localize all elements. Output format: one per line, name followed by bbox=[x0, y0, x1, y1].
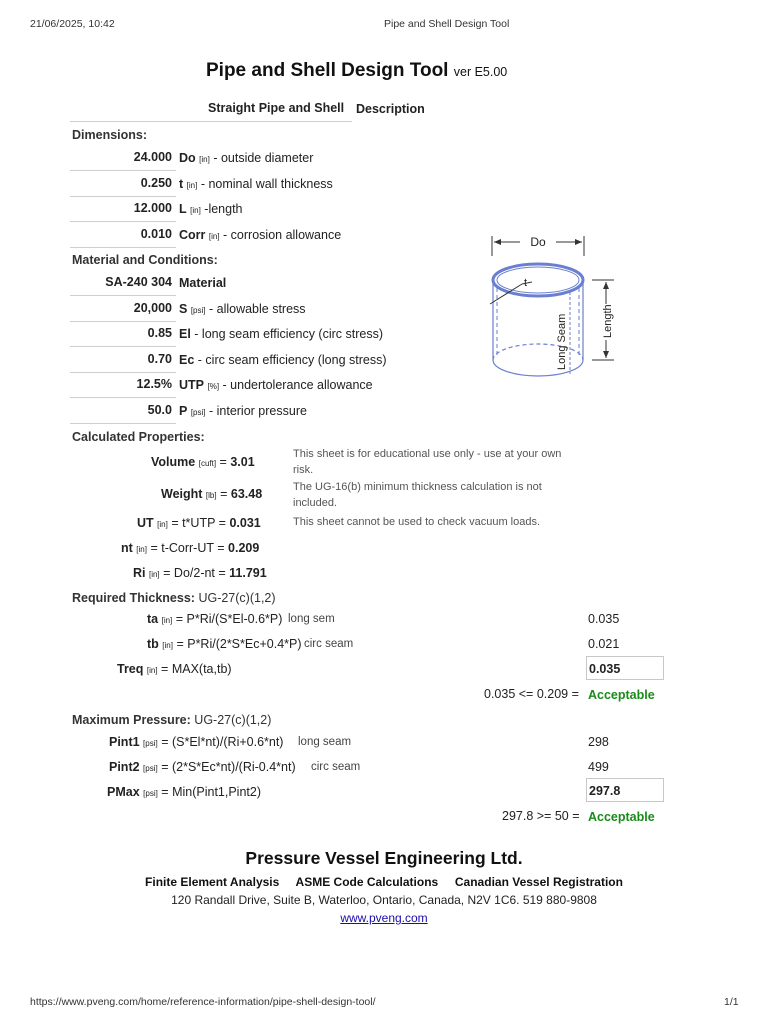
diagram-label-length: Length bbox=[602, 304, 614, 338]
tb-row: tb [in] = P*Ri/(2*S*Ec+0.4*P) bbox=[147, 637, 302, 651]
material-row-value: 12.5% bbox=[136, 377, 172, 391]
doc-version: ver E5.00 bbox=[453, 65, 508, 79]
pint1-comment: long seam bbox=[298, 736, 352, 748]
dimension-row-value: 0.250 bbox=[140, 175, 172, 190]
dimension-row-label: Corr [in] - corrosion allowance bbox=[179, 227, 342, 242]
pipe-diagram bbox=[484, 232, 630, 402]
service-registration: Canadian Vessel Registration bbox=[454, 875, 623, 889]
note-educational: This sheet is for educational use only - use at your own risk. bbox=[293, 448, 562, 476]
diagram-label-do: Do bbox=[530, 235, 546, 249]
row-divider bbox=[70, 346, 176, 347]
company-services bbox=[0, 875, 768, 889]
volume-row: Volume [cuft] = 3.01 bbox=[151, 455, 255, 469]
material-row-value: 50.0 bbox=[147, 402, 172, 417]
treq-row: Treq [in] = MAX(ta,tb) bbox=[117, 662, 232, 676]
ri-value: 11.791 bbox=[229, 566, 267, 580]
row-divider bbox=[70, 170, 176, 171]
company-address: 120 Randall Drive, Suite B, Waterloo, Ontario, Canada, N2V 1C6. 519 880-9808 bbox=[171, 893, 597, 907]
nt-value: 0.209 bbox=[228, 541, 260, 555]
col-header-right: Description bbox=[356, 102, 425, 116]
thickness-check: 0.035 <= 0.209 = bbox=[484, 687, 579, 701]
row-divider bbox=[70, 397, 176, 398]
pint1-value: 298 bbox=[588, 735, 609, 749]
print-page-number: 1/1 bbox=[724, 996, 739, 1008]
pressure-check: 297.8 >= 50 = bbox=[502, 809, 580, 823]
material-row-label: S [psi] - allowable stress bbox=[179, 301, 306, 316]
thickness-heading: Required Thickness: UG-27(c)(1,2) bbox=[72, 591, 276, 605]
row-divider bbox=[70, 372, 176, 373]
ta-value: 0.035 bbox=[588, 612, 620, 626]
company-website-link[interactable]: www.pveng.com bbox=[340, 911, 428, 925]
material-row-value: 0.85 bbox=[147, 326, 172, 340]
material-row-label: Ec - circ seam efficiency (long stress) bbox=[179, 352, 387, 367]
pint2-value: 499 bbox=[588, 760, 609, 774]
service-fea: Finite Element Analysis bbox=[145, 875, 280, 889]
row-divider bbox=[70, 221, 176, 222]
volume-value: 3.01 bbox=[230, 455, 255, 469]
material-row-value: 20,000 bbox=[133, 300, 172, 315]
company-name: Pressure Vessel Engineering Ltd. bbox=[245, 848, 523, 868]
print-datetime: 21/06/2025, 10:42 bbox=[30, 18, 115, 30]
print-page-title: Pipe and Shell Design Tool bbox=[384, 18, 510, 30]
dimension-row-label: L [in] -length bbox=[179, 202, 243, 216]
material-row-value: SA-240 304 bbox=[105, 275, 172, 289]
calculated-heading: Calculated Properties: bbox=[72, 430, 205, 444]
material-heading: Material and Conditions: bbox=[72, 253, 218, 267]
note-vacuum: This sheet cannot be used to check vacuum loads. bbox=[293, 516, 541, 528]
dimension-row-label: Do [in] - outside diameter bbox=[179, 151, 314, 165]
nt-row: nt [in] = t-Corr-UT = 0.209 bbox=[121, 541, 260, 555]
pressure-result: Acceptable bbox=[588, 810, 655, 824]
diagram-label-seam: Long Seam bbox=[556, 313, 568, 370]
row-divider bbox=[70, 321, 176, 322]
col-header-left: Straight Pipe and Shell bbox=[208, 101, 345, 115]
pint2-row: Pint2 [psi] = (2*S*Ec*nt)/(Ri-0.4*nt) bbox=[109, 760, 296, 774]
row-divider bbox=[70, 295, 176, 296]
pint2-comment: circ seam bbox=[311, 761, 361, 773]
dimension-row-label: t [in] - nominal wall thickness bbox=[179, 176, 333, 191]
material-row-label: UTP [%] - undertolerance allowance bbox=[179, 378, 373, 392]
weight-row: Weight [lb] = 63.48 bbox=[161, 487, 263, 501]
tb-value: 0.021 bbox=[588, 637, 620, 651]
ut-value: 0.031 bbox=[229, 516, 261, 530]
tb-comment: circ seam bbox=[304, 638, 354, 650]
thickness-ref: UG-27(c)(1,2) bbox=[198, 591, 276, 605]
material-row-label: P [psi] - interior pressure bbox=[179, 403, 307, 418]
material-row-label: Material bbox=[179, 276, 227, 290]
dimension-row-value: 24.000 bbox=[133, 150, 172, 164]
row-divider bbox=[70, 247, 176, 248]
ta-comment: long sem bbox=[288, 613, 335, 625]
weight-value: 63.48 bbox=[230, 487, 263, 501]
row-divider bbox=[70, 196, 176, 197]
doc-title bbox=[206, 60, 507, 82]
service-asme: ASME Code Calculations bbox=[295, 875, 439, 889]
note-ug16: The UG-16(b) minimum thickness calculation is not included. bbox=[293, 481, 542, 509]
pressure-ref: UG-27(c)(1,2) bbox=[194, 713, 272, 727]
treq-value: 0.035 bbox=[586, 656, 664, 680]
pmax-row: PMax [psi] = Min(Pint1,Pint2) bbox=[107, 785, 261, 799]
divider bbox=[70, 121, 352, 122]
dimension-row-value: 0.010 bbox=[140, 226, 172, 241]
pint1-row: Pint1 [psi] = (S*El*nt)/(Ri+0.6*nt) bbox=[109, 735, 284, 749]
print-url: https://www.pveng.com/home/reference-information/pipe-shell-design-tool/ bbox=[30, 996, 376, 1008]
ut-row: UT [in] = t*UTP = 0.031 bbox=[137, 516, 261, 530]
material-row-label: El - long seam efficiency (circ stress) bbox=[179, 327, 384, 341]
material-row-value: 0.70 bbox=[147, 351, 172, 366]
diagram-label-t: t bbox=[524, 277, 528, 289]
doc-title-text: Pipe and Shell Design Tool bbox=[206, 60, 449, 81]
dimension-row-value: 12.000 bbox=[133, 201, 172, 215]
pmax-value: 297.8 bbox=[586, 778, 664, 802]
ta-row: ta [in] = P*Ri/(S*El-0.6*P) bbox=[147, 612, 283, 626]
ri-row: Ri [in] = Do/2-nt = 11.791 bbox=[133, 566, 267, 580]
row-divider bbox=[70, 423, 176, 424]
thickness-result: Acceptable bbox=[588, 688, 655, 702]
dimensions-heading: Dimensions: bbox=[72, 128, 148, 142]
pressure-heading: Maximum Pressure: UG-27(c)(1,2) bbox=[72, 713, 272, 727]
